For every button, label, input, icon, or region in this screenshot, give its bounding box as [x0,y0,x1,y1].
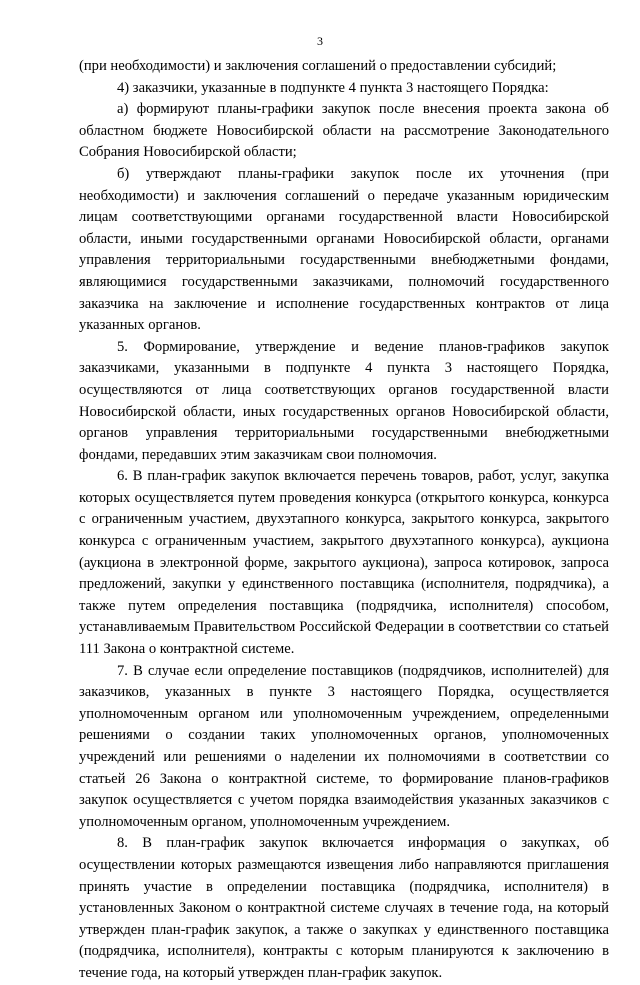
page-number: 3 [317,34,323,48]
paragraph-clause-6: 6. В план-график закупок включается перечень товаров, работ, услуг, закупка которых осуществляется путем проведения конкурса (открытого конкурса, конкурса с ограниченным участием, двухэтапного конкурса, закрытого конкурса, закрытого конкурса с ограниченным участием, закрытого двухэтапного конкурса), аукциона (аукциона в электронной форме, закрытого аукциона), запроса котировок, запроса предложений, закупки у единственного поставщика (исполнителя, подрядчика), а также путем определения поставщика (подрядчика, исполнителя) способом, устанавливаемым Правительством Российской Федерации в соответствии со статьей 111 Закона о контрактной системе. [79,468,609,658]
paragraph-subitem-a: а) формируют планы-графики закупок после внесения проекта закона об областном бюджете Новосибирской области на рассмотрение Законодательного Собрания Новосибирской области; [79,101,609,161]
paragraph-clause-7: 7. В случае если определение поставщиков (подрядчиков, исполнителей) для заказчиков, указанных в пункте 3 настоящего Порядка, осуществляется уполномоченным органом или уполномоченным учреждением, определенными решениями о создании таких уполномоченных органов, уполномоченных учреждений или решениями о наделении их полномочиями в соответствии со статьей 26 Закона о контрактной системе, то формирование планов-графиков закупок осуществляется с учетом порядка взаимодействия указанных заказчиков с уполномоченным органом, уполномоченным учреждением. [79,662,609,830]
paragraph-subitem-b: б) утверждают планы-графики закупок после их уточнения (при необходимости) и заключения соглашений о передаче указанным юридическим лицам соответствующими органами государственной власти Новосибирской области, иными государственными органами Новосибирской области, органами управления территориальными государственными внебюджетными фондами, являющимися государственными заказчиками, полномочий государственного заказчика на заключение и исполнение государственных контрактов от лица указанных органов. [79,165,609,334]
paragraph-clause-8: 8. В план-график закупок включается информация о закупках, об осуществлении которых размещаются извещения либо направляются приглашения принять участие в определении поставщика (подрядчика, исполнителя) в установленных Законом о контрактной системе случаях в течение года, на который утвержден план-график закупок, а также о закупках у единственного поставщика (подрядчика, исполнителя), контракты с которым планируются к заключению в течение года, на который утвержден план-график закупок. [79,835,609,981]
document-body [79,56,609,985]
paragraph-clause-5: 5. Формирование, утверждение и ведение планов-графиков закупок заказчиками, указанными в подпункте 4 пункта 3 настоящего Порядка, осуществляются от лица соответствующих органов государственной власти Новосибирской области, иных государственных органов Новосибирской области, органов управления территориальными государственными внебюджетными фондами, передавших этим заказчикам свои полномочия. [79,338,609,463]
paragraph-item-4: 4) заказчики, указанные в подпункте 4 пункта 3 настоящего Порядка: [117,79,549,96]
paragraph-continuation: (при необходимости) и заключения соглашений о предоставлении субсидий; [79,58,557,74]
